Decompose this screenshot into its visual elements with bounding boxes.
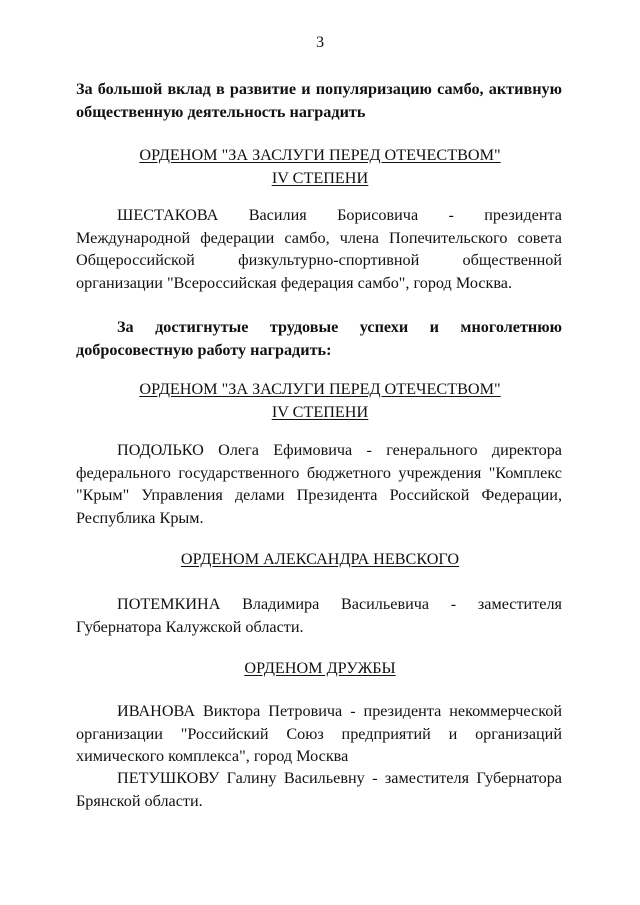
award-title-1: [0, 144, 640, 189]
award-degree-line-2: IV СТЕПЕНИ: [271, 402, 369, 421]
award-title-line-3: ОРДЕНОМ АЛЕКСАНДРА НЕВСКОГО: [180, 550, 460, 568]
award-title-4: [0, 657, 640, 680]
award-title-2: [0, 378, 640, 423]
award-degree-line-1: IV СТЕПЕНИ: [271, 168, 369, 187]
page-number: 3: [315, 33, 325, 51]
award-intro-2: За достигнутые трудовые успехи и многолетнюю добросовестную работу наградить:: [76, 318, 562, 359]
award-title-line-2: ОРДЕНОМ "ЗА ЗАСЛУГИ ПЕРЕД ОТЕЧЕСТВОМ": [139, 380, 501, 398]
awardee-petushkova: ПЕТУШКОВУ Галину Васильевну - заместителя Губернатора Брянской области.: [76, 769, 562, 810]
award-title-line-1: ОРДЕНОМ "ЗА ЗАСЛУГИ ПЕРЕД ОТЕЧЕСТВОМ": [139, 146, 501, 164]
awardee-podolko: ПОДОЛЬКО Олега Ефимовича - генерального директора федерального государственного бюджетного учреждения "Комплекс "Крым" Управления делами Президента Российской Федерации, Республика Крым.: [76, 441, 562, 527]
awardee-ivanov: ИВАНОВА Виктора Петровича - президента некоммерческой организации "Российский Союз предприятий и организаций химического комплекса", город Москва: [76, 702, 562, 765]
awardee-shestakov: ШЕСТАКОВА Василия Борисовича - президента Международной федерации самбо, члена Попечительского совета Общероссийской физкультурно-спортивной общественной организации "Всероссийская федерация самбо", город Москва.: [76, 206, 562, 292]
award-title-line-4: ОРДЕНОМ ДРУЖБЫ: [244, 659, 396, 677]
award-intro-1: За большой вклад в развитие и популяризацию самбо, активную общественную деятельность наградить: [76, 80, 562, 121]
awardee-potemkin: ПОТЕМКИНА Владимира Васильевича - заместителя Губернатора Калужской области.: [76, 595, 562, 636]
award-title-3: [0, 548, 640, 571]
